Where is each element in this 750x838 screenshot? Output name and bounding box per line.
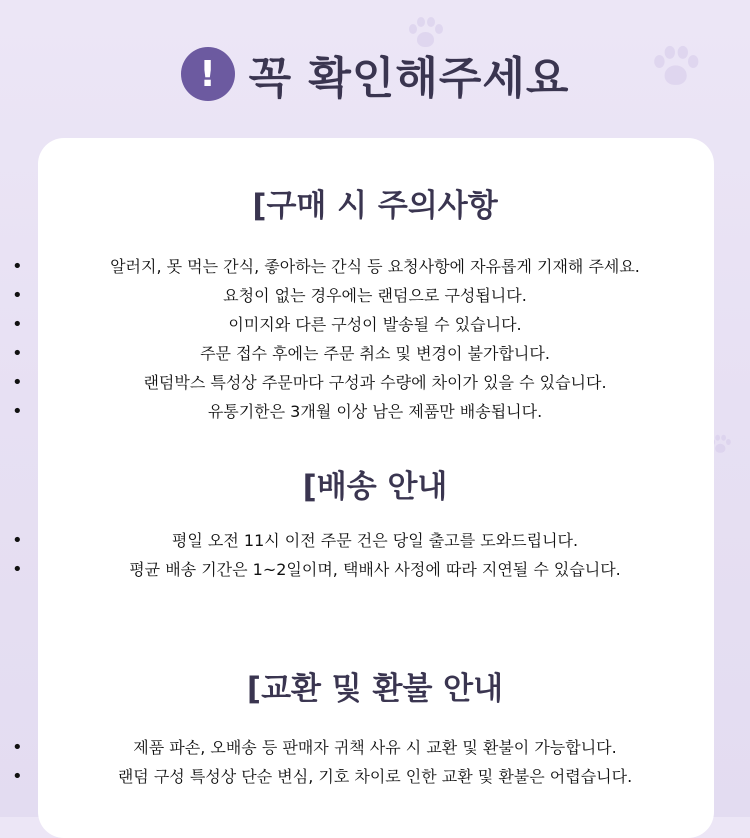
bullet-icon: •: [12, 559, 23, 580]
bullet-icon: •: [12, 372, 23, 393]
section-title-shipping-info: [배송 안내: [302, 469, 448, 505]
list-item: • 랜덤박스 특성상 주문마다 구성과 수량에 차이가 있을 수 있습니다.: [0, 368, 750, 397]
list-item: • 유통기한은 3개월 이상 남은 제품만 배송됩니다.: [0, 397, 750, 426]
list-item: • 주문 접수 후에는 주문 취소 및 변경이 불가합니다.: [0, 339, 750, 368]
shipping-info-list: [0, 526, 750, 584]
bullet-icon: •: [12, 530, 23, 551]
bullet-icon: •: [12, 343, 23, 364]
list-item: • 평균 배송 기간은 1~2일이며, 택배사 사정에 따라 지연될 수 있습니다.: [0, 555, 750, 584]
bullet-icon: •: [12, 256, 23, 277]
section-title-exchange-refund: [교환 및 환불 안내: [246, 671, 504, 707]
list-item: • 평일 오전 11시 이전 주문 건은 당일 출고를 도와드립니다.: [0, 526, 750, 555]
list-item: • 알러지, 못 먹는 간식, 좋아하는 간식 등 요청사항에 자유롭게 기재해 주세요.: [0, 252, 750, 281]
exclamation-circle-icon: !: [181, 47, 235, 101]
bullet-icon: •: [12, 314, 23, 335]
list-item: • 랜덤 구성 특성상 단순 변심, 기호 차이로 인한 교환 및 환불은 어렵습니다.: [0, 762, 750, 791]
bullet-icon: •: [12, 766, 23, 787]
bullet-icon: •: [12, 401, 23, 422]
exchange-refund-list: [0, 733, 750, 791]
purchase-notes-list: [0, 252, 750, 426]
section-title-purchase-notes: [구매 시 주의사항: [252, 188, 498, 224]
page-title: 꼭 확인해주세요: [248, 53, 570, 104]
bullet-icon: •: [12, 285, 23, 306]
list-item: • 요청이 없는 경우에는 랜덤으로 구성됩니다.: [0, 281, 750, 310]
list-item: • 제품 파손, 오배송 등 판매자 귀책 사유 시 교환 및 환불이 가능합니다.: [0, 733, 750, 762]
bullet-icon: •: [12, 737, 23, 758]
page-header: [0, 38, 750, 110]
list-item: • 이미지와 다른 구성이 발송될 수 있습니다.: [0, 310, 750, 339]
